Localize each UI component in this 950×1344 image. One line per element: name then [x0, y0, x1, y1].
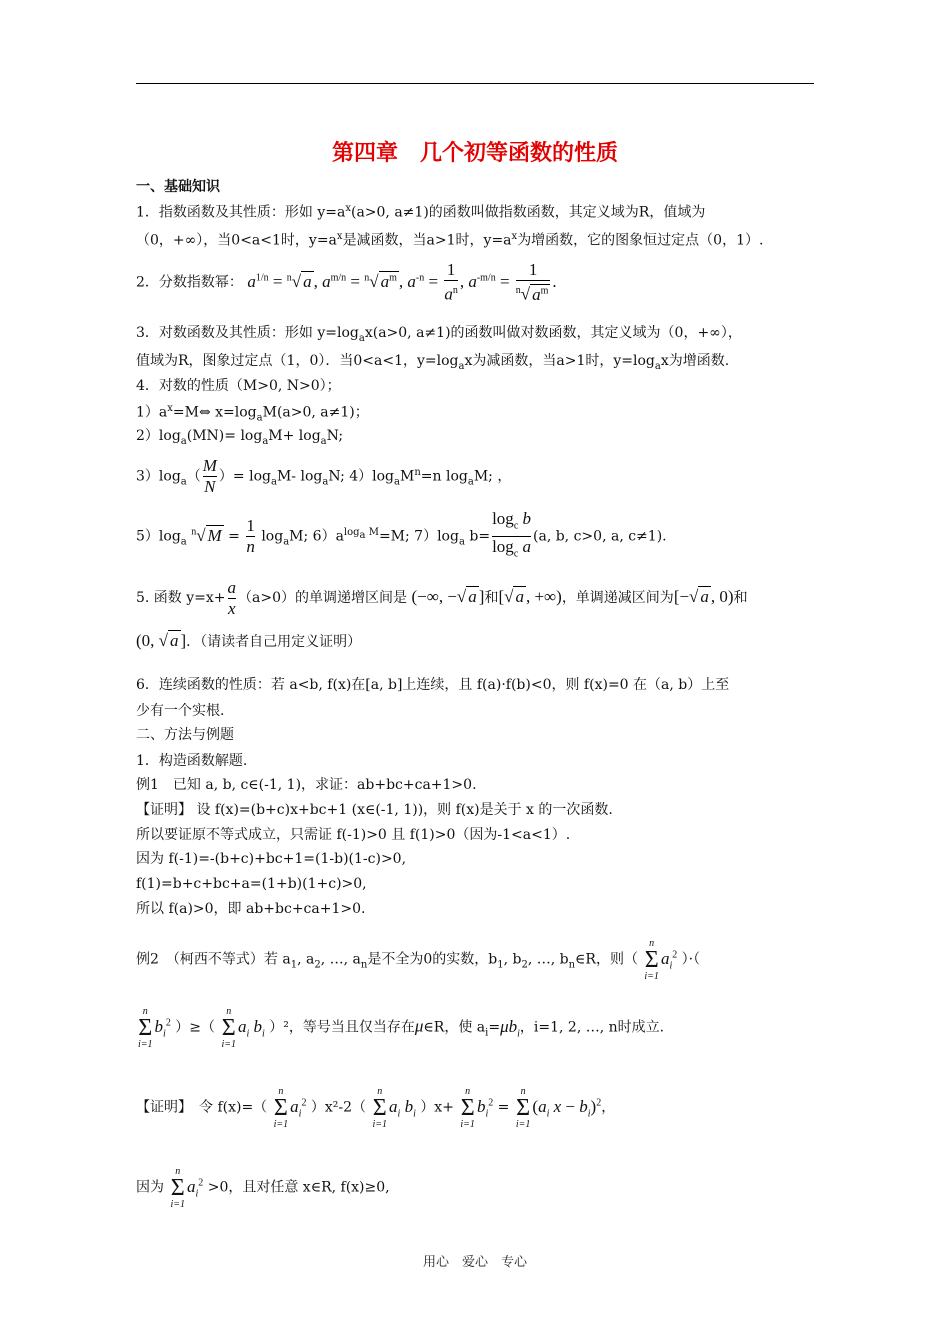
- section-basic: 一、基础知识: [136, 179, 220, 195]
- log-property-3-4: $3)\log_a$（ $\frac{M}{N}$ ）= $\log_aM-$ $\log_aN$; $4)\log_aM^n=n$ $\log_aM$; ，: [136, 456, 512, 497]
- log-property-5-7: $5)\log_a$ $^n$√ M = $\frac{1}{n}$ $\log_aM$; $6)a^{log_a M}=M$; $7)\log_a$ b= $\frac{\log_c b}{\log_c a}$ (a, b, c>0, a, c≠1).: [136, 508, 667, 566]
- proof-1-line5: 所以 f(a)>0，即 ab+bc+ca+1>0.: [136, 901, 366, 917]
- proof-1-line3: 因为 f(-1)=-(b+c)+bc+1=(1-b)(1-c)>0,: [136, 851, 407, 867]
- example-2-line1: 例2 （柯西不等式）若 $a_1$, $a_2$, …, $a_n$是不全为0的实数，$b_1$, $b_2$, …, $b_n\in R$，则（ n Σ i=1 $a_i^2$ ）·（: [136, 937, 701, 982]
- proof-2: 【证明】 令 f(x)=（ n Σ i=1 $a_i^2$ ）x²-2（ n Σ i=1 $a_i$ $b_i$ ）x+ n Σ i=1 $b_i^2$ = n Σ i=1 ($a_i$ $x - b_i)^2$，: [136, 1085, 616, 1130]
- item-6-line2: 少有一个实根.: [136, 703, 225, 719]
- proof-1-line4: f(1)=b+c+bc+a=(1+b)(1+c)>0,: [136, 876, 367, 892]
- item-2-fractional-powers: 2．分数指数幂： $a^{1/n} = ^n√$ a , $a^{m/n} = ^n√$ $a^m$ , $a^{-n}$ = $\frac{1}{a^n}$ , $a^{-m/n}$ = $\frac{1}{^n√ a^m}$ .: [136, 260, 557, 305]
- log-property-2: $2)\log_a(MN)= \log_aM+ \log_aN$;: [136, 428, 344, 447]
- method-1: 1．构造函数解题.: [136, 753, 248, 769]
- item-1-line2: （0，+∞），当0<a<1时，$y=a^x$是减函数，当a>1时，$y=a^x$为增函数，它的图象恒过定点（0，1）.: [136, 231, 764, 249]
- item-1-line1: 1．指数函数及其性质：形如 $y=a^x(a>0$, a≠1)的函数叫做指数函数，其定义域为R，值域为: [136, 203, 706, 221]
- item-5-line1: 5. 函数 y=x+ $\frac{a}{x}$ （a>0）的单调递增区间是 (−∞, −√ a ]和[√ a , +∞)，单调递减区间为[−√ a , 0)和: [136, 577, 748, 618]
- chapter-title: 第四章 几个初等函数的性质: [331, 141, 618, 166]
- section-methods: 二、方法与例题: [136, 727, 234, 743]
- header-rule: [136, 83, 814, 84]
- example-1: 例1 已知 a, b, c∈(-1, 1)，求证：ab+bc+ca+1>0.: [136, 777, 477, 793]
- formula-fractional-powers: $a^{1/n} = ^n√$ a , $a^{m/n} = ^n√$ $a^m$ , $a^{-n}$ = $\frac{1}{a^n}$ , $a^{-m/n}$ = $\frac{1}{^n√ a^m}$ .: [247, 260, 557, 305]
- item-5-line2: (0, √ a ]．（请读者自己用定义证明）: [136, 631, 362, 650]
- proof-1-line2: 所以要证原不等式成立，只需证 f(-1)>0 且 f(1)>0（因为-1<a<1）.: [136, 827, 571, 843]
- proof-2-last-line: 因为 n Σ i=1 $a_i^2 >0$，且对任意 x∈R, f(x)≥0,: [136, 1165, 390, 1210]
- log-property-1: $1)a^x=M\Leftrightarrow$ $x=\log_aM(a>0$, a≠1)；: [136, 403, 369, 424]
- item-4: 4．对数的性质（M>0, N>0）；: [136, 378, 341, 394]
- item-3-line1: 3．对数函数及其性质：形如 $y=\log_ax(a>0$, a≠1)的函数叫做对数函数，其定义域为（0，+∞），: [136, 325, 742, 344]
- proof-1: 【证明】 设 f(x)=(b+c)x+bc+1 (x∈(-1, 1))，则 f(x)是关于 x 的一次函数.: [136, 802, 613, 818]
- item-3-line2: 值域为R，图象过定点（1，0）．当0<a<1，$y=\log_ax$为减函数，当a>1时，$y=\log_ax$为增函数.: [136, 353, 730, 372]
- page-footer: 用心 爱心 专心: [422, 1255, 527, 1270]
- example-2-line2: n Σ i=1 $b_i^2$ ）≥（ n Σ i=1 $a_i$ $b_i$ ）²，等号当且仅当存在μ∈R，使 $a_i=\mu b_i$，i=1, 2, …, n时成立.: [138, 1005, 665, 1050]
- item-6-line1: 6．连续函数的性质：若 a<b, f(x)在[a, b]上连续，且 f(a)·f(b)<0，则 f(x)=0 在（a, b）上至: [136, 677, 730, 693]
